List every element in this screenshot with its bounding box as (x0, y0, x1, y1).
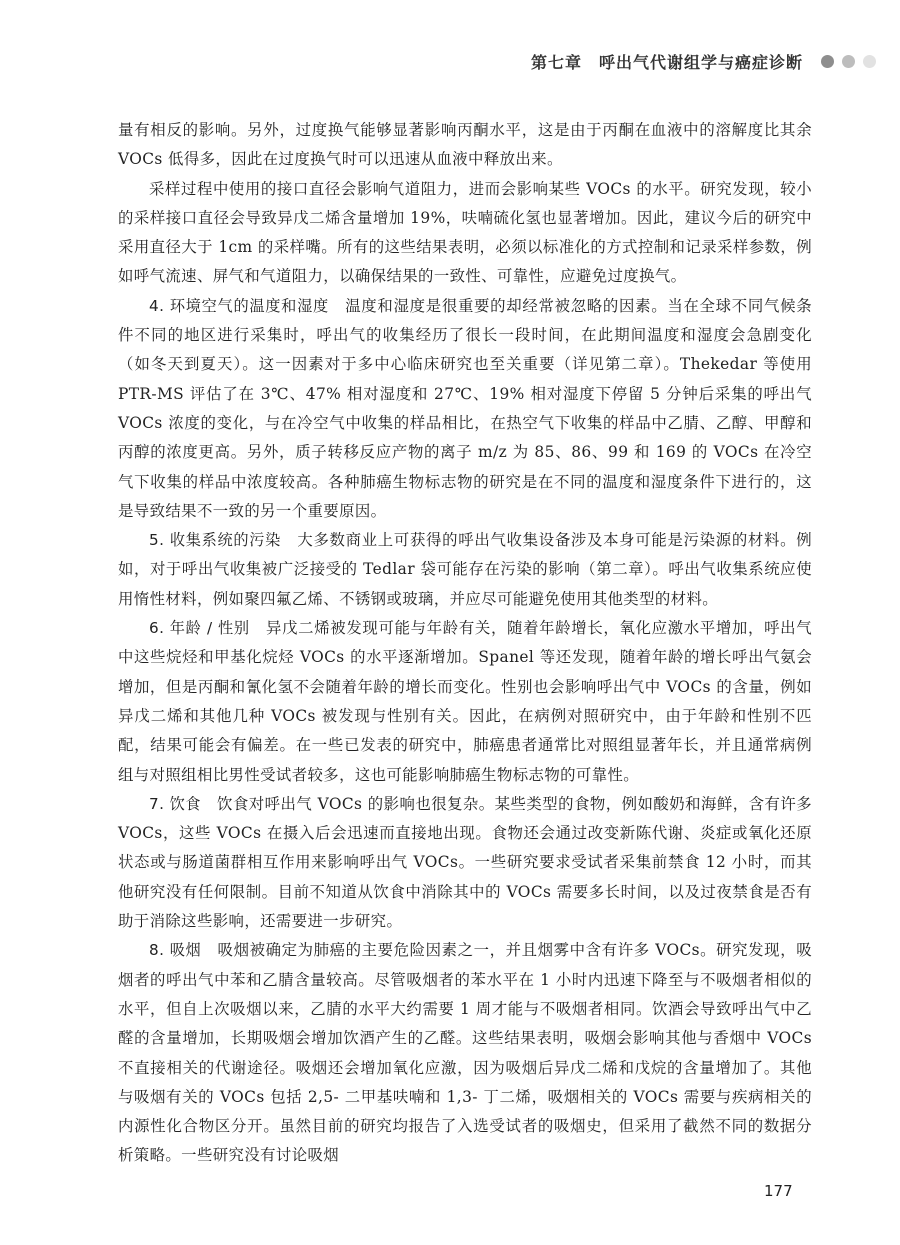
paragraph-text: 异戊二烯被发现可能与年龄有关，随着年龄增长，氧化应激水平增加，呼出气中这些烷烃和甲基化烷烃 VOCs 的水平逐渐增加。Spanel 等还发现，随着年龄的增长呼出气氨会增加，但是丙酮和氰化氢不会随着年龄的增长而变化。性别也会影响呼出气中 VOCs 的含量，例如异戊二烯和其他几种 VOCs 被发现与性别有关。因此，在病例对照研究中，由于年龄和性别不匹配，结果可能会有偏差。在一些已发表的研究中，肺癌患者通常比对照组显著年长，并且通常病例组与对照组相比男性受试者较多，这也可能影响肺癌生物标志物的可靠性。 (118, 619, 812, 784)
paragraph-text: 大多数商业上可获得的呼出气收集设备涉及本身可能是污染源的材料。例如，对于呼出气收集被广泛接受的 Tedlar 袋可能存在污染的影响（第二章）。呼出气收集系统应使用惰性材料，例如聚四氟乙烯、不锈钢或玻璃，并应尽可能避免使用其他类型的材料。 (118, 531, 812, 608)
paragraph-text: 饮食对呼出气 VOCs 的影响也很复杂。某些类型的食物，例如酸奶和海鲜，含有许多 VOCs，这些 VOCs 在摄入后会迅速而直接地出现。食物还会通过改变新陈代谢、炎症或氧化还原状态或与肠道菌群相互作用来影响呼出气 VOCs。一些研究要求受试者采集前禁食 12 小时，而其他研究没有任何限制。目前不知道从饮食中消除其中的 VOCs 需要多长时间，以及过夜禁食是否有助于消除这些影响，还需要进一步研究。 (118, 794, 812, 931)
paragraph-text: 量有相反的影响。另外，过度换气能够显著影响丙酮水平，这是由于丙酮在血液中的溶解度比其余 VOCs 低得多，因此在过度换气时可以迅速从血液中释放出来。 (118, 121, 812, 169)
paragraph-text: 吸烟被确定为肺癌的主要危险因素之一，并且烟雾中含有许多 VOCs。研究发现，吸烟者的呼出气中苯和乙腈含量较高。尽管吸烟者的苯水平在 1 小时内迅速下降至与不吸烟者相似的水平，但自上次吸烟以来，乙腈的水平大约需要 1 周才能与不吸烟者相同。饮酒会导致呼出气中乙醛的含量增加，长期吸烟会增加饮酒产生的乙醛。这些结果表明，吸烟会影响其他与香烟中 VOCs 不直接相关的代谢途径。吸烟还会增加氧化应激，因为吸烟后异戊二烯和戊烷的含量增加了。其他与吸烟有关的 VOCs 包括 2,5- 二甲基呋喃和 1,3- 丁二烯，吸烟相关的 VOCs 需要与疾病相关的内源性化合物区分开。虽然目前的研究均报告了入选受试者的吸烟史，但采用了截然不同的数据分析策略。一些研究没有讨论吸烟 (118, 941, 812, 1165)
decorative-dot-light (863, 55, 876, 68)
section-7-diet (118, 790, 812, 936)
section-heading: 4. 环境空气的温度和湿度 (149, 296, 329, 315)
section-heading: 8. 吸烟 (149, 941, 202, 960)
chapter-title: 第七章 呼出气代谢组学与癌症诊断 (530, 52, 803, 72)
running-header (531, 44, 876, 78)
section-heading: 5. 收集系统的污染 (149, 531, 282, 550)
section-4-temperature-humidity (118, 292, 812, 526)
paragraph-text: 采样过程中使用的接口直径会影响气道阻力，进而会影响某些 VOCs 的水平。研究发现，较小的采样接口直径会导致异戊二烯含量增加 19%，呋喃硫化氢也显著增加。因此，建议今后的研究中采用直径大于 1cm 的采样嘴。所有的这些结果表明，必须以标准化的方式控制和记录采样参数，例如呼气流速、屏气和气道阻力，以确保结果的一致性、可靠性，应避免过度换气。 (118, 179, 812, 286)
paragraph-continuation (118, 116, 812, 175)
section-6-age-gender (118, 614, 812, 790)
decorative-dot-dark (821, 55, 834, 68)
decorative-dot-medium (842, 55, 855, 68)
paragraph-sampling-interface (118, 175, 812, 292)
page-number: 177 (764, 1182, 793, 1200)
section-heading: 6. 年龄 / 性别 (149, 619, 250, 638)
paragraph-text: 温度和湿度是很重要的却经常被忽略的因素。当在全球不同气候条件不同的地区进行采集时，呼出气的收集经历了很长一段时间，在此期间温度和湿度会急剧变化（如冬天到夏天）。这一因素对于多中心临床研究也至关重要（详见第二章）。Thekedar 等使用 PTR-MS 评估了在 3℃、47% 相对湿度和 27℃、19% 相对湿度下停留 5 分钟后采集的呼出气 VOCs 浓度的变化，与在冷空气中收集的样品相比，在热空气下收集的样品中乙腈、乙醇、甲醇和丙醇的浓度更高。另外，质子转移反应产物的离子 m/z 为 85、86、99 和 169 的 VOCs 在冷空气下收集的样品中浓度较高。各种肺癌生物标志物的研究是在不同的温度和湿度条件下进行的，这是导致结果不一致的另一个重要原因。 (118, 296, 812, 520)
body-text (118, 116, 812, 1171)
section-5-contamination (118, 526, 812, 614)
section-heading: 7. 饮食 (149, 794, 201, 813)
section-8-smoking (118, 936, 812, 1170)
